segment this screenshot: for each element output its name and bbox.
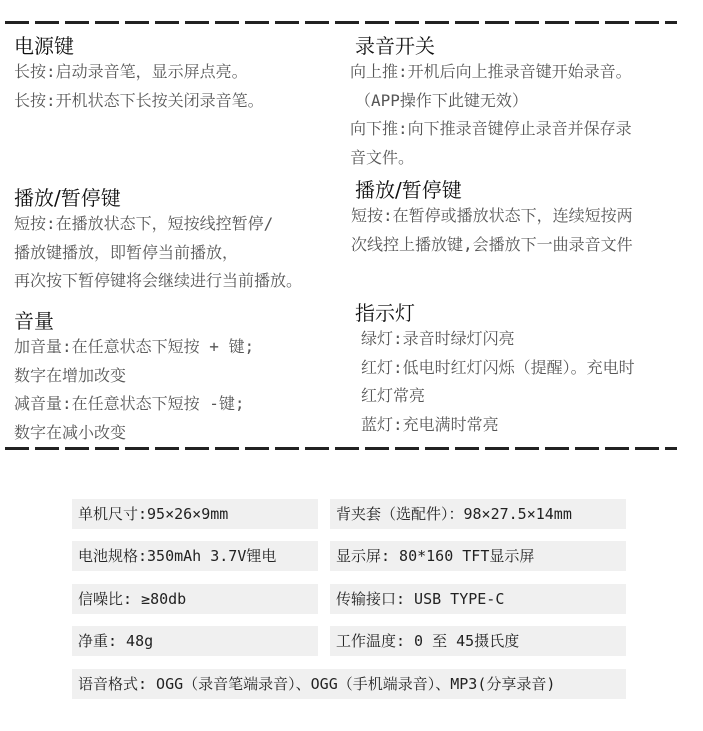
spec-snr: 信噪比: ≥80db: [72, 584, 318, 614]
play-pause-right-line: 次线控上播放键,会播放下一曲录音文件: [351, 234, 633, 254]
power-key-title: 电源键: [14, 34, 74, 58]
spec-clip: 背夹套（选配件）：98×27.5×14mm: [330, 499, 626, 529]
indicator-line: 红灯常亮: [361, 386, 426, 405]
spec-temperature: 工作温度: 0 至 45摄氏度: [330, 626, 626, 656]
record-switch-line: （APP操作下此键无效）: [355, 90, 528, 110]
power-key-section: [14, 34, 264, 115]
indicator-title: 指示灯: [355, 301, 415, 325]
spec-format: 语音格式: OGG（录音笔端录音）、OGG（手机端录音）、MP3(分享录音): [72, 669, 626, 699]
indicator-line: 蓝灯:充电满时常亮: [361, 414, 499, 434]
power-key-line: 长按:开机状态下长按关闭录音笔。: [14, 90, 264, 110]
volume-line: 加音量:在任意状态下短按 + 键;: [14, 337, 255, 356]
record-switch-section: [350, 34, 632, 172]
play-pause-right-line: 短按:在暂停或播放状态下，连续短按两: [351, 206, 633, 225]
play-pause-left-line: 短按:在播放状态下，短按线控暂停/: [14, 214, 274, 233]
indicator-line: 红灯:低电时红灯闪烁（提醒）。充电时: [361, 357, 635, 377]
spec-display: 显示屏: 80*160 TFT显示屏: [330, 541, 626, 571]
spec-size: 单机尺寸:95×26×9mm: [72, 499, 318, 529]
play-pause-left-line: 再次按下暂停键将会继续进行当前播放。: [14, 271, 303, 290]
power-key-line: 长按:启动录音笔，显示屏点亮。: [14, 62, 248, 81]
spec-interface: 传输接口: USB TYPE-C: [330, 584, 626, 614]
volume-line: 数字在增加改变: [14, 365, 127, 385]
record-switch-line: 音文件。: [350, 147, 415, 167]
record-switch-line: 向上推:开机后向上推录音键开始录音。: [350, 62, 632, 81]
record-switch-title: 录音开关: [355, 34, 435, 58]
play-pause-right-title: 播放/暂停键: [355, 178, 462, 202]
spec-battery: 电池规格:350mAh 3.7V锂电: [72, 541, 318, 571]
indicator-section: [355, 301, 635, 439]
volume-title: 音量: [14, 309, 54, 333]
volume-line: 减音量:在任意状态下短按 -键;: [14, 394, 245, 413]
volume-section: [14, 309, 254, 447]
play-pause-left-title: 播放/暂停键: [14, 186, 121, 210]
spec-weight: 净重: 48g: [72, 626, 318, 656]
play-pause-right-section: [351, 178, 633, 259]
volume-line: 数字在减小改变: [14, 422, 127, 442]
record-switch-line: 向下推:向下推录音键停止录音并保存录: [350, 119, 632, 138]
bottom-divider: [5, 447, 677, 450]
indicator-line: 绿灯:录音时绿灯闪亮: [361, 329, 515, 348]
play-pause-left-line: 播放键播放，即暂停当前播放，: [14, 242, 239, 262]
play-pause-left-section: [14, 186, 302, 296]
top-divider: [5, 21, 677, 24]
